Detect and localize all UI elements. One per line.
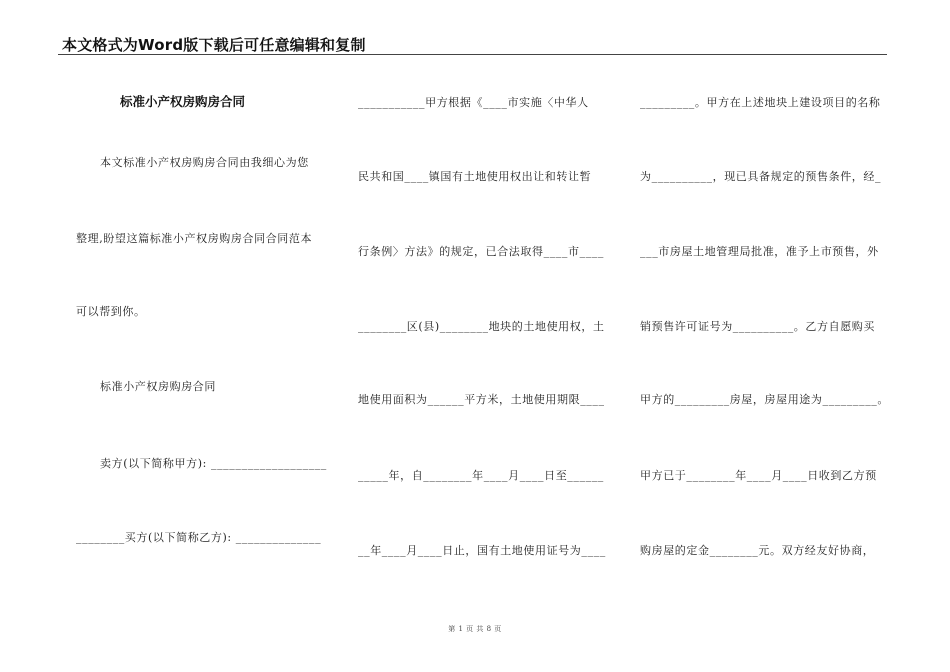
- paragraph-line: _____年，自________年____月____日至______: [358, 469, 604, 482]
- paragraph-line: 行条例〉方法》的规定，已合法取得____市____: [358, 245, 604, 258]
- paragraph-line: __年____月____日止，国有土地使用证号为____: [358, 544, 606, 557]
- paragraph-line: 为__________，现已具备规定的预售条件，经_: [640, 170, 882, 183]
- header-divider: [58, 54, 887, 55]
- paragraph-line: ___市房屋土地管理局批准，准予上市预售，外: [640, 245, 879, 258]
- paragraph-line: 购房屋的定金________元。双方经友好协商，: [640, 544, 875, 557]
- document-header: 本文格式为Word版下载后可任意编辑和复制: [62, 36, 366, 54]
- seller-line: 卖方(以下简称甲方): ___________________: [100, 457, 327, 470]
- page-number: 第 1 页 共 8 页: [448, 625, 502, 633]
- contract-subtitle: 标准小产权房购房合同: [100, 380, 216, 393]
- paragraph-line: 甲方已于________年____月____日收到乙方预: [640, 469, 877, 482]
- paragraph-line: 甲方的_________房屋，房屋用途为_________。: [640, 393, 889, 406]
- paragraph-line: 本文标准小产权房购房合同由我细心为您: [100, 156, 309, 169]
- paragraph-line: ___________甲方根据《____市实施〈中华人: [358, 96, 589, 109]
- buyer-line: ________买方(以下简称乙方): ______________: [76, 531, 322, 544]
- paragraph-line: 民共和国____镇国有土地使用权出让和转让暂: [358, 170, 592, 183]
- paragraph-line: 整理,盼望这篇标准小产权房购房合同合同范本: [76, 232, 313, 245]
- paragraph-line: 地使用面积为______平方米，土地使用期限____: [358, 393, 605, 406]
- paragraph-line: ________区(县)________地块的土地使用权，土: [358, 320, 605, 333]
- document-title: 标准小产权房购房合同: [120, 94, 246, 109]
- paragraph-line: 销预售许可证号为__________。乙方自愿购买: [640, 320, 875, 333]
- paragraph-line: 可以帮到你。: [76, 305, 146, 318]
- paragraph-line: _________。甲方在上述地块上建设项目的名称: [640, 96, 881, 109]
